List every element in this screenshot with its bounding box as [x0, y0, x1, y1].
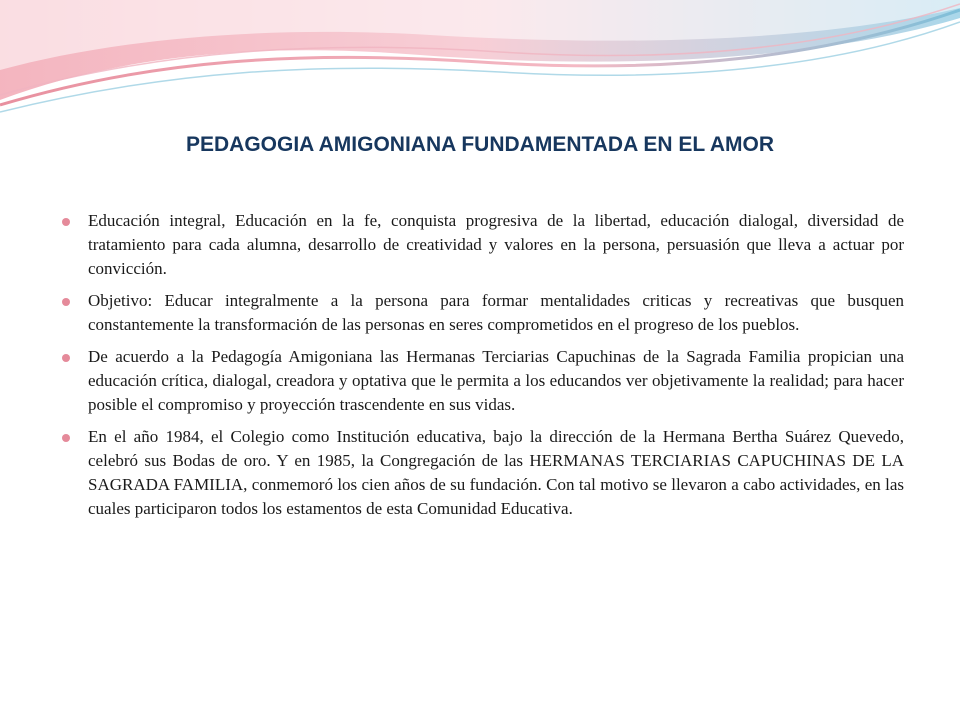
bullet-text: Educación integral, Educación en la fe, conquista progresiva de la libertad, educación dialogal, diversidad de tratamiento para cada alumna, desarrollo de creatividad y valores en la persona, persuasión que lleva a actuar por convicción.	[88, 211, 904, 278]
bullet-text: En el año 1984, el Colegio como Institución educativa, bajo la dirección de la Hermana Bertha Suárez Quevedo, celebró sus Bodas de oro. Y en 1985, la Congregación de las HERMANAS TERCIARIAS CAPUCHINAS DE LA SAGRADA FAMILIA, conmemoró los cien años de su fundación. Con tal motivo se llevaron a cabo actividades, en las cuales participaron todos los estamentos de esta Comunidad Educativa.	[88, 427, 904, 518]
list-item	[62, 345, 904, 417]
bullet-dot-icon	[62, 298, 70, 306]
slide-title: PEDAGOGIA AMIGONIANA FUNDAMENTADA EN EL AMOR	[186, 133, 774, 156]
bullet-text: De acuerdo a la Pedagogía Amigoniana las Hermanas Terciarias Capuchinas de la Sagrada Familia propician una educación crítica, dialogal, creadora y optativa que le permita a los educandos ver objetivamente la realidad; para hacer posible el compromiso y proyección trascendente en sus vidas.	[88, 347, 904, 414]
bullet-dot-icon	[62, 218, 70, 226]
bullet-text: Objetivo: Educar integralmente a la persona para formar mentalidades criticas y recreativas que busquen constantemente la transformación de las personas en seres comprometidos en el progreso de los pueblos.	[88, 291, 904, 334]
decorative-wave-header	[0, 0, 960, 120]
bullet-list	[62, 209, 904, 529]
list-item	[62, 209, 904, 281]
list-item	[62, 425, 904, 521]
bullet-dot-icon	[62, 354, 70, 362]
bullet-dot-icon	[62, 434, 70, 442]
list-item	[62, 289, 904, 337]
